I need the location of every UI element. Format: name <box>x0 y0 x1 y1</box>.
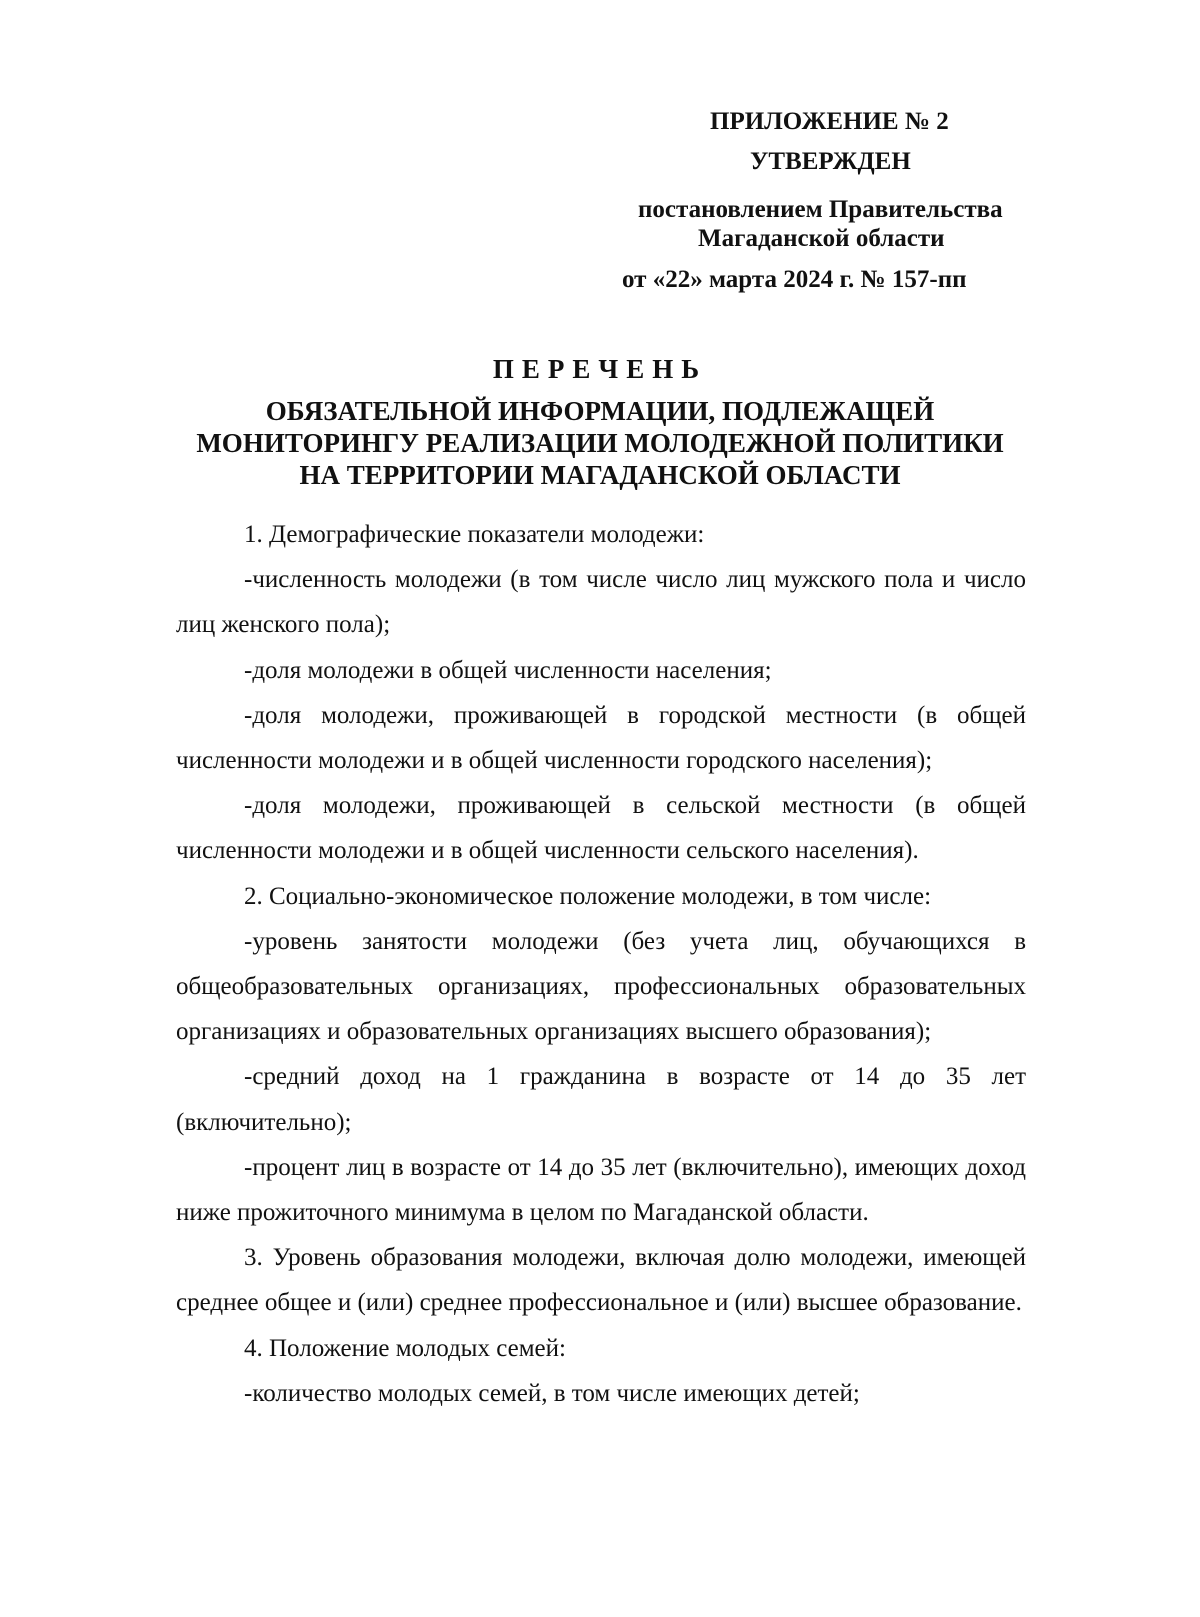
section-4-heading: 4. Положение молодых семей: <box>244 1334 566 1362</box>
appendix-number: ПРИЛОЖЕНИЕ № 2 <box>710 108 949 135</box>
document-body <box>176 512 1026 1416</box>
list-item: -уровень занятости молодежи (без учета лиц, обучающихся в общеобразовательных организациях, профессиональных образовательных организациях и образовательных организациях высшего образования); <box>176 927 1026 1046</box>
decree-date: от «22» марта 2024 г. № 157-пп <box>622 266 967 293</box>
title-list-word: ПЕРЕЧЕНЬ <box>492 354 708 384</box>
list-item: -численность молодежи (в том числе число лиц мужского пола и число лиц женского пола); <box>176 566 1026 639</box>
list-item: -количество молодых семей, в том числе имеющих детей; <box>244 1379 860 1407</box>
section-3-paragraph: 3. Уровень образования молодежи, включая долю молодежи, имеющей среднее общее и (или) среднее профессиональное и (или) высшее образование. <box>176 1244 1026 1317</box>
list-item: -доля молодежи в общей численности населения; <box>244 656 772 684</box>
title-line-1: ОБЯЗАТЕЛЬНОЙ ИНФОРМАЦИИ, ПОДЛЕЖАЩЕЙ <box>265 396 935 426</box>
decree-line-2: Магаданской области <box>698 225 945 252</box>
decree-line-1: постановлением Правительства <box>638 196 1003 223</box>
list-item: -доля молодежи, проживающей в сельской местности (в общей численности молодежи и в общей численности сельского населения). <box>176 792 1026 865</box>
list-item: -средний доход на 1 гражданина в возрасте от 14 до 35 лет (включительно); <box>176 1063 1026 1136</box>
title-line-3: НА ТЕРРИТОРИИ МАГАДАНСКОЙ ОБЛАСТИ <box>299 460 901 490</box>
list-item: -процент лиц в возрасте от 14 до 35 лет (включительно), имеющих доход ниже прожиточного минимума в целом по Магаданской области. <box>176 1153 1026 1227</box>
title-line-2: МОНИТОРИНГУ РЕАЛИЗАЦИИ МОЛОДЕЖНОЙ ПОЛИТИКИ <box>196 428 1004 458</box>
section-1-heading: 1. Демографические показатели молодежи: <box>244 521 705 548</box>
approved-label: УТВЕРЖДЕН <box>750 148 911 175</box>
section-2-heading: 2. Социально-экономическое положение молодежи, в том числе: <box>244 882 932 910</box>
list-item: -доля молодежи, проживающей в городской местности (в общей численности молодежи и в общей численности городского населения); <box>176 701 1026 775</box>
